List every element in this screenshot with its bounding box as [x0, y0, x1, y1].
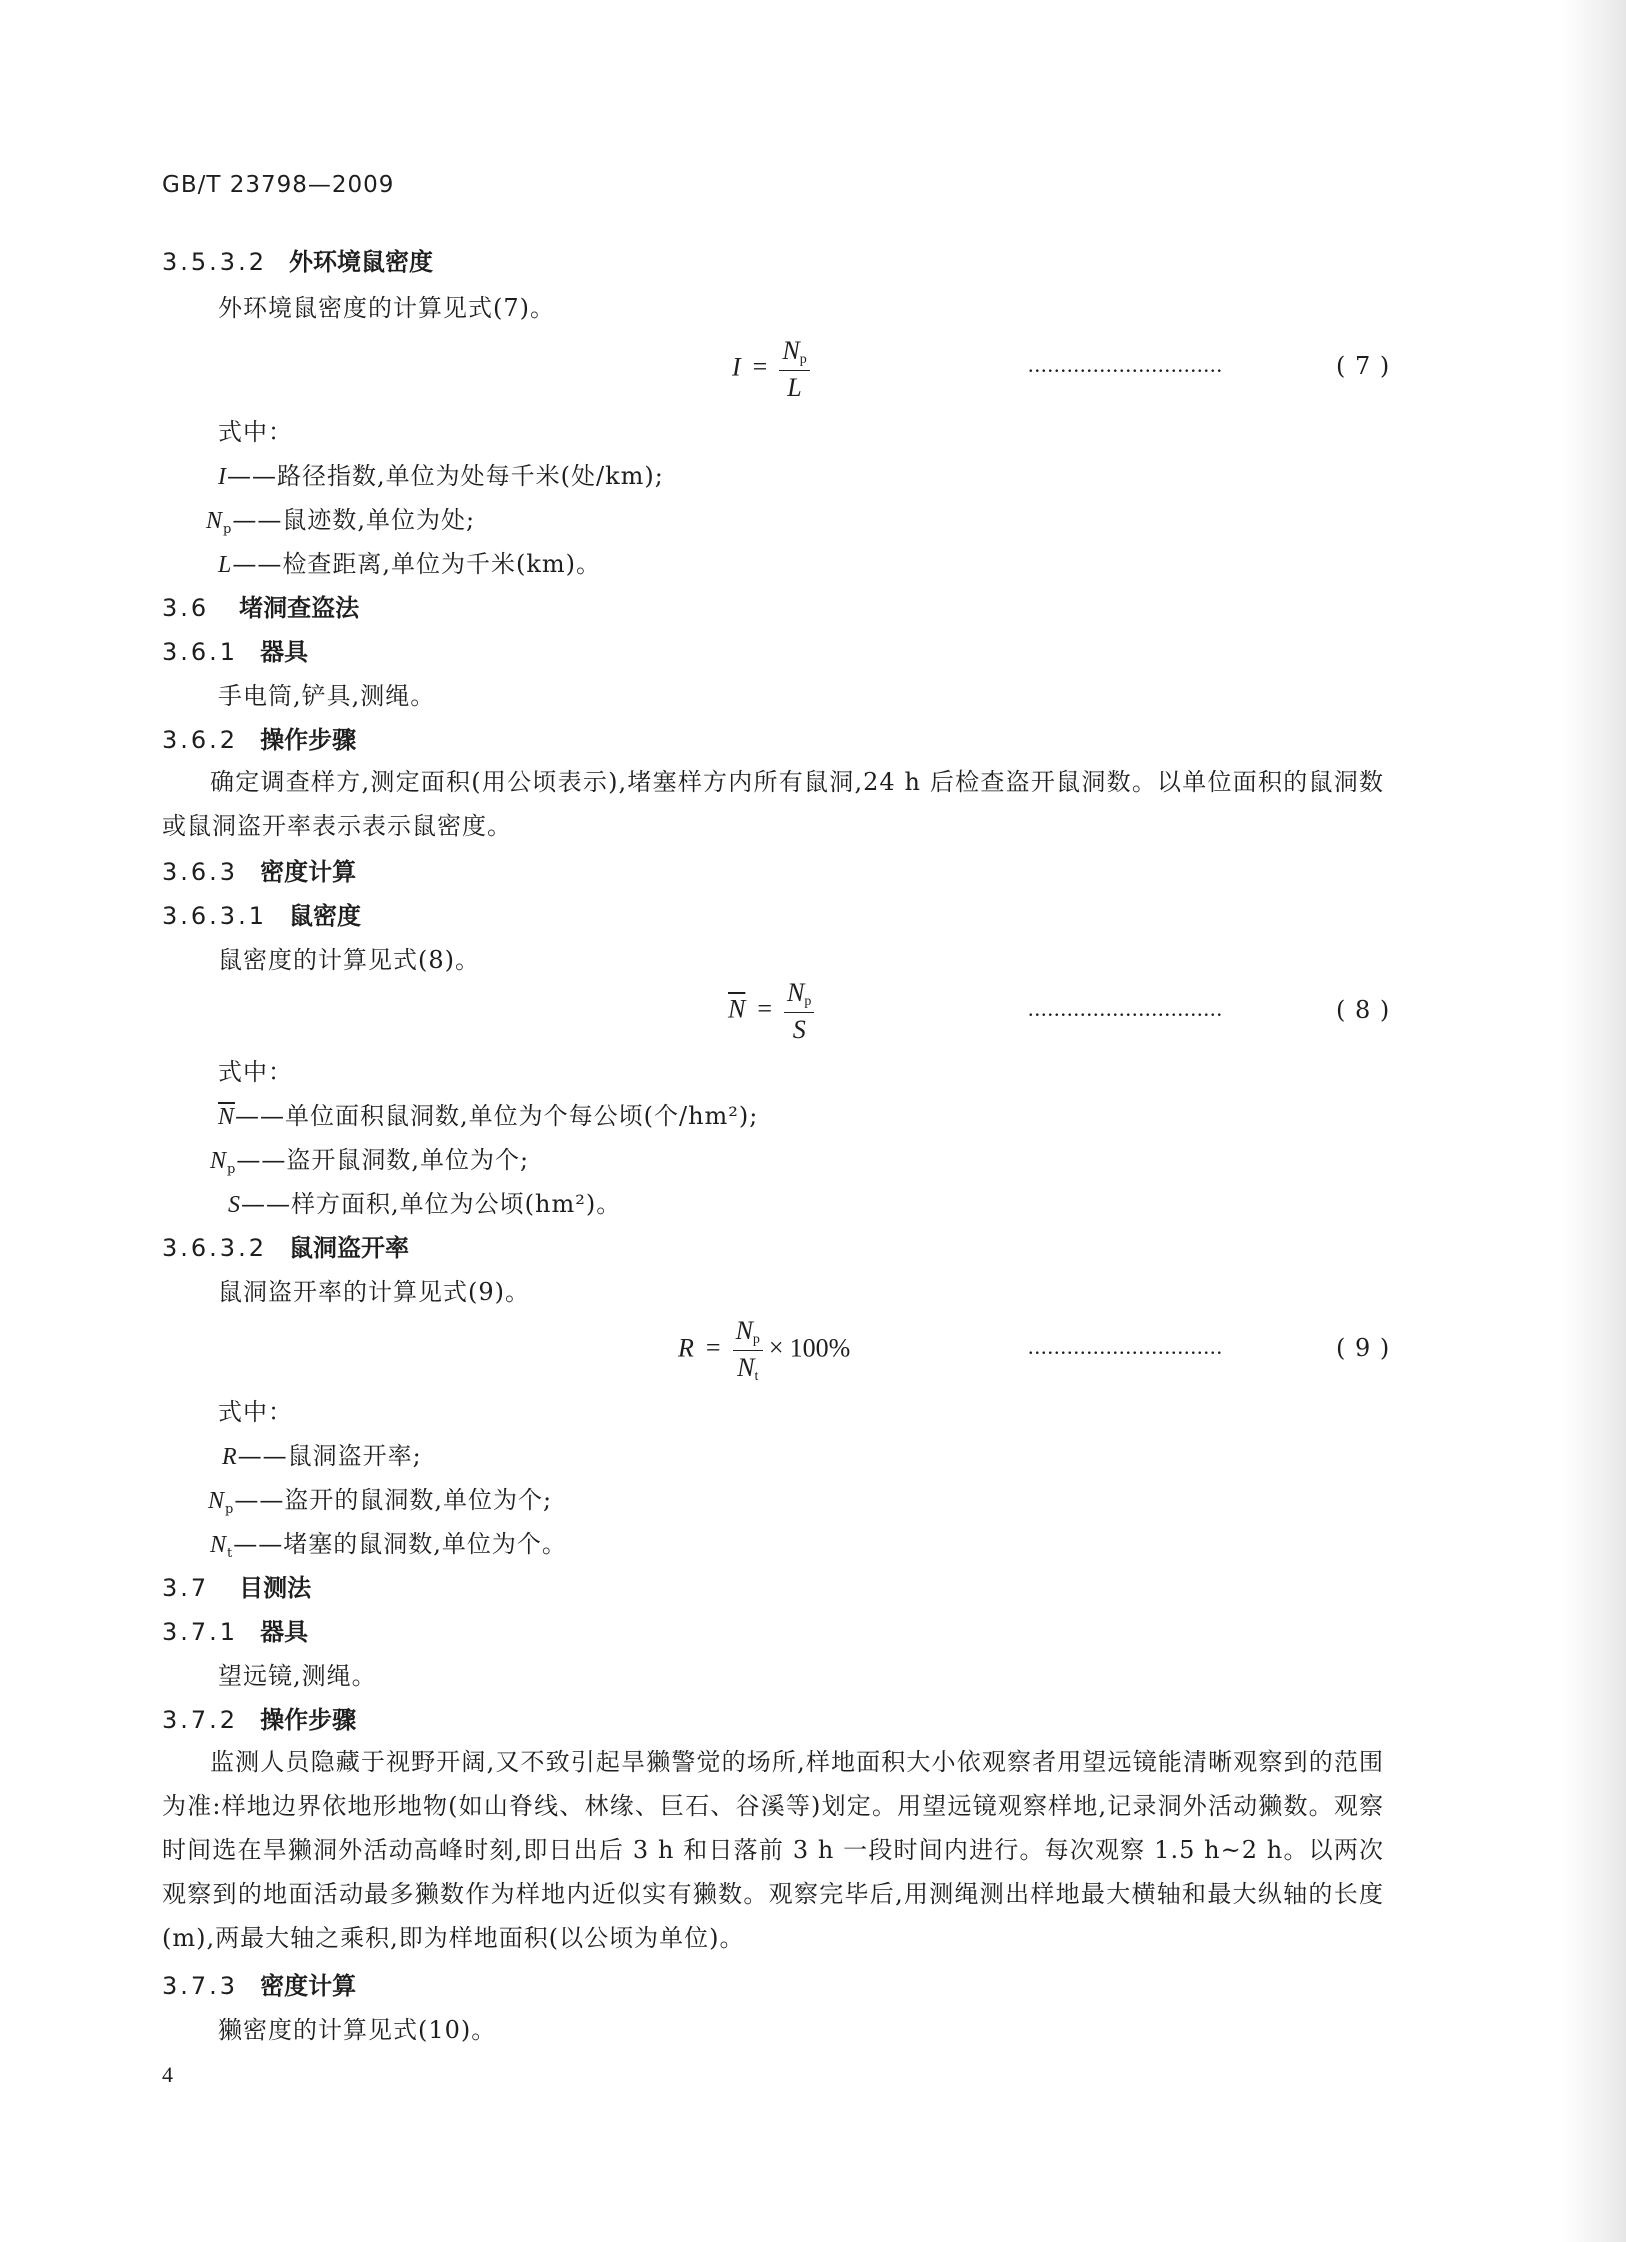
variable-definition: $N_p——$盗开的鼠洞数,单位为个;	[208, 1486, 553, 1517]
formula-7: I = $\frac{N_p}{L}$	[732, 336, 810, 403]
variable-definition: S——样方面积,单位为公顷(hm²)。	[228, 1190, 622, 1218]
section-number: 3.5.3.2	[162, 248, 267, 276]
section-heading-3-6-3-1: 3.6.3.1 鼠密度	[162, 902, 361, 930]
formula-lhs: I	[732, 352, 741, 382]
where-label: 式中：	[218, 418, 293, 446]
section-body-3-7-2: 监测人员隐藏于视野开阔,又不致引起旱獭警觉的场所,样地面积大小依观察者用望远镜能清晰观察到的范围为准:样地边界依地形地物(如山脊线、林缘、巨石、谷溪等)划定。用望远镜观察样地,记录洞外活动獭数。观察时间选在旱獭洞外活动高峰时刻,即日出后 3 h 和日落前 3 h 一段时间内进行。每次观察 1.5 h~2 h。以两次观察到的地面活动最多獭数作为样地内近似实有獭数。观察完毕后,用测绳测出样地最大横轴和最大纵轴的长度(m),两最大轴之乘积,即为样地面积(以公顷为单位)。	[162, 1748, 1384, 1952]
section-title: 外环境鼠密度	[288, 248, 433, 276]
variable-definition: $\overline{N}——$单位面积鼠洞数,单位为个每公顷(个/hm²);	[218, 1102, 759, 1130]
fraction: $\frac{N_p}{N_t}$	[733, 1316, 763, 1385]
leader-dots-8: ..............................	[1028, 996, 1223, 1021]
section-heading-3-6-2: 3.6.2 操作步骤	[162, 726, 357, 754]
formula-number-9: ( 9 )	[1336, 1334, 1391, 1362]
section-body-3-6-2: 确定调查样方,测定面积(用公顷表示),堵塞样方内所有鼠洞,24 h 后检查盗开鼠洞数。以单位面积的鼠洞数或鼠洞盗开率表示表示鼠密度。	[162, 768, 1384, 840]
variable-definition: I——路径指数,单位为处每千米(处/km);	[218, 462, 664, 490]
variable-definition: $N_t——$堵塞的鼠洞数,单位为个。	[210, 1530, 567, 1561]
formula-8: $\overline{N}$ = $\frac{N_p}{S}$	[728, 978, 814, 1045]
section-heading-3-5-3-2	[162, 250, 433, 274]
fraction: $\frac{N_p}{S}$	[784, 978, 814, 1045]
formula-lhs: R	[678, 1333, 694, 1363]
formula-intro-10: 獭密度的计算见式(10)。	[218, 2016, 497, 2044]
variable-definition: $N_p——$鼠迹数,单位为处;	[206, 506, 476, 537]
section-heading-3-6-3: 3.6.3 密度计算	[162, 858, 357, 886]
leader-dots-7: ..............................	[1028, 352, 1223, 377]
section-heading-3-7-2: 3.7.2 操作步骤	[162, 1706, 357, 1734]
where-label: 式中：	[218, 1398, 293, 1426]
variable-definition: L——检查距离,单位为千米(km)。	[218, 550, 602, 578]
section-heading-3-7-3: 3.7.3 密度计算	[162, 1972, 357, 2000]
where-label: 式中：	[218, 1058, 293, 1086]
section-heading-3-7: 3.7 目测法	[162, 1574, 312, 1602]
formula-lhs: $\overline{N}$	[728, 994, 746, 1024]
fraction: $\frac{N_p}{L}$	[779, 336, 809, 403]
section-heading-3-6-3-2: 3.6.3.2 鼠洞盗开率	[162, 1234, 409, 1262]
variable-definition: $N_p——$盗开鼠洞数,单位为个;	[210, 1146, 530, 1177]
leader-dots-9: ..............................	[1028, 1334, 1223, 1359]
formula-intro-8: 鼠密度的计算见式(8)。	[218, 946, 480, 974]
formula-number-7: ( 7 )	[1336, 352, 1391, 380]
formula-number-8: ( 8 )	[1336, 996, 1391, 1024]
section-body-3-6-1: 手电筒,铲具,测绳。	[218, 682, 436, 710]
formula-9: R = $\frac{N_p}{N_t}$ × 100%	[678, 1316, 851, 1384]
section-heading-3-6: 3.6 堵洞查盗法	[162, 594, 360, 622]
section-body-3-7-1: 望远镜,测绳。	[218, 1662, 377, 1690]
document-code: GB/T 23798—2009	[162, 172, 395, 198]
section-heading-3-7-1: 3.7.1 器具	[162, 1618, 309, 1646]
section-heading-3-6-1: 3.6.1 器具	[162, 638, 309, 666]
page-number: 4	[162, 2062, 173, 2087]
formula-intro-9: 鼠洞盗开率的计算见式(9)。	[218, 1278, 530, 1306]
formula-intro-7: 外环境鼠密度的计算见式(7)。	[218, 294, 555, 322]
variable-definition: R——鼠洞盗开率;	[222, 1442, 422, 1470]
